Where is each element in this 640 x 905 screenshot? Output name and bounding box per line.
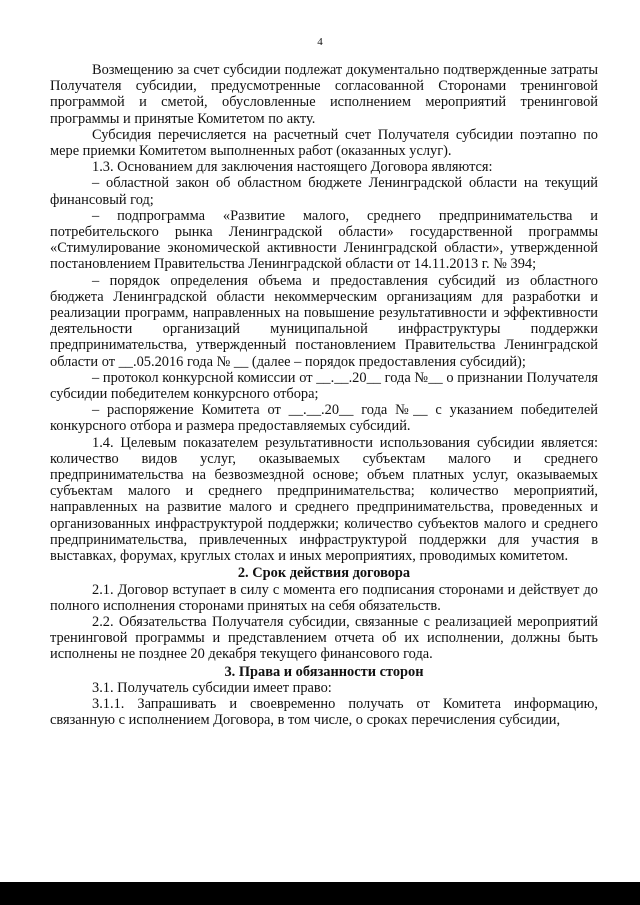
paragraph-expense-reimbursement: Возмещению за счет субсидии подлежат документально подтвержденные затраты Получателя субсидии, предусмотренные согласованной Сторонами тренинговой программой и сметой, обусловленные исполнением мероприятий тренинговой программы и принятые Комитетом по акту. <box>50 62 598 127</box>
list-item-committee-order: – распоряжение Комитета от __.__.20__ года №__ с указанием победителей конкурсного отбора и размера предоставляемых субсидий. <box>50 402 598 435</box>
paragraph-clause-2-1: 2.1. Договор вступает в силу с момента его подписания сторонами и действует до полного исполнения сторонами принятых на себя обязательств. <box>50 581 598 614</box>
paragraph-clause-1-3: 1.3. Основанием для заключения настоящего Договора являются: <box>92 159 493 176</box>
list-item-commission-protocol: – протокол конкурсной комиссии от __.__.20__ года №__ о признании Получателя субсидии победителем конкурсного отбора; <box>50 369 598 403</box>
document-body <box>50 62 598 728</box>
scan-edge-bar <box>0 882 640 905</box>
section-heading-rights-obligations: 3. Права и обязанности сторон <box>224 663 424 680</box>
paragraph-clause-2-2: 2.2. Обязательства Получателя субсидии, связанные с реализацией мероприятий тренинговой программы и представлением отчета об их исполнении, должны быть исполнены не позднее 20 декабря текущего финансового года. <box>50 613 598 663</box>
paragraph-clause-3-1-1: 3.1.1. Запрашивать и своевременно получать от Комитета информацию, связанную с исполнением Договора, в том числе, о сроках перечисления субсидии, <box>50 695 598 729</box>
paragraph-subsidy-transfer: Субсидия перечисляется на расчетный счет Получателя субсидии поэтапно по мере приемки Комитетом выполненных работ (оказанных услуг). <box>50 126 598 160</box>
list-item-subsidy-procedure: – порядок определения объема и предоставления субсидий из областного бюджета Ленинградской области некоммерческим организациям для разработки и реализации программ, направленных на повышение результативности и эффективности деятельности организаций муниципальной инфраструктуры поддержки предпринимательства, утвержденный постановлением Правительства Ленинградской области от __.05.2016 года № __ (далее – порядок предоставления субсидий); <box>50 272 598 370</box>
paragraph-clause-1-4: 1.4. Целевым показателем результативности использования субсидии является: количество видов услуг, оказываемых субъектам малого и среднего предпринимательства на безвозмездной основе; объем платных услуг, оказываемых субъектам малого и среднего предпринимательства; количество мероприятий, направленных на развитие малого и среднего предпринимательства, проведенных и организованных инфраструктурой поддержки; количество субъектов малого и среднего предпринимательства, привлеченных инфраструктурой поддержки для участия в выставках, форумах, круглых столах и иных мероприятиях, проводимых комитетом. <box>50 434 598 565</box>
section-heading-contract-term: 2. Срок действия договора <box>237 565 411 582</box>
list-item-subprogram: – подпрограмма «Развитие малого, среднего предпринимательства и потребительского рынка Ленинградской области» государственной программы «Стимулирование экономической активности Ленинградской области», утвержденной постановлением Правительства Ленинградской области от 14.11.2013 г. № 394; <box>50 207 598 273</box>
paragraph-clause-3-1: 3.1. Получатель субсидии имеет право: <box>92 679 332 696</box>
page-number: 4 <box>317 36 323 48</box>
list-item-regional-law: – областной закон об областном бюджете Ленинградской области на текущий финансовый год; <box>50 175 598 208</box>
